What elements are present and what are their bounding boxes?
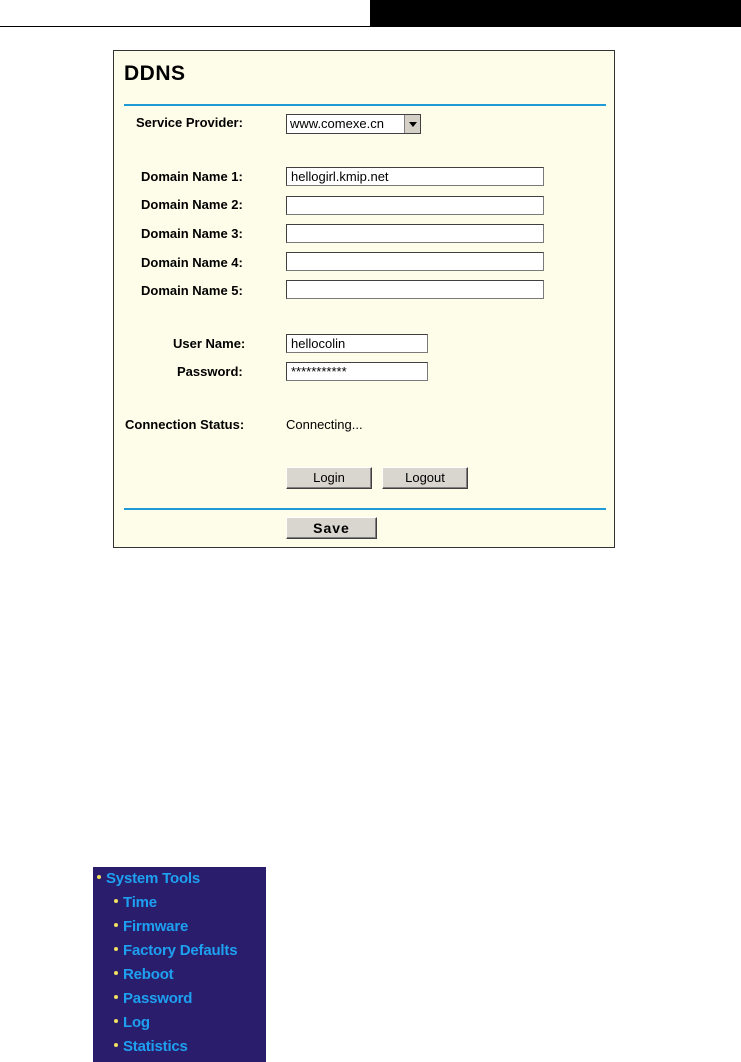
menu-item-statistics[interactable]: Statistics	[114, 1038, 188, 1055]
menu-item-password[interactable]: Password	[114, 990, 192, 1007]
save-button[interactable]: Save	[286, 517, 377, 539]
system-tools-menu	[93, 867, 266, 1062]
domain-name-1-label: Domain Name 1:	[141, 169, 243, 184]
domain-name-4-input[interactable]	[286, 252, 544, 271]
username-input[interactable]	[286, 334, 428, 353]
bottom-divider	[124, 508, 606, 510]
menu-item-log[interactable]: Log	[114, 1014, 150, 1031]
header-rule	[0, 26, 741, 27]
bullet-icon	[114, 899, 118, 903]
header-bar	[370, 0, 741, 26]
domain-name-2-input[interactable]	[286, 196, 544, 215]
top-divider	[124, 104, 606, 106]
service-provider-label: Service Provider:	[136, 115, 243, 130]
bullet-icon	[114, 947, 118, 951]
chevron-down-icon[interactable]	[404, 115, 420, 133]
logout-button[interactable]: Logout	[382, 467, 468, 489]
ddns-panel	[113, 50, 615, 548]
domain-name-5-input[interactable]	[286, 280, 544, 299]
domain-name-3-input[interactable]	[286, 224, 544, 243]
menu-system-tools[interactable]: System Tools	[97, 870, 200, 887]
bullet-icon	[114, 995, 118, 999]
password-label: Password:	[177, 364, 243, 379]
domain-name-5-label: Domain Name 5:	[141, 283, 243, 298]
username-label: User Name:	[173, 336, 246, 351]
connection-status-label: Connection Status:	[125, 417, 245, 432]
page-title: DDNS	[124, 62, 186, 85]
bullet-icon	[114, 1019, 118, 1023]
domain-name-1-input[interactable]	[286, 167, 544, 186]
menu-item-time[interactable]: Time	[114, 894, 157, 911]
connection-status-value: Connecting...	[286, 417, 363, 432]
bullet-icon	[114, 971, 118, 975]
service-provider-select[interactable]	[286, 114, 421, 134]
service-provider-value: www.comexe.cn	[290, 116, 384, 131]
bullet-icon	[97, 875, 101, 879]
login-button[interactable]: Login	[286, 467, 372, 489]
bullet-icon	[114, 923, 118, 927]
menu-item-reboot[interactable]: Reboot	[114, 966, 173, 983]
domain-name-2-label: Domain Name 2:	[141, 197, 243, 212]
bullet-icon	[114, 1043, 118, 1047]
menu-item-factory-defaults[interactable]: Factory Defaults	[114, 942, 237, 959]
menu-item-firmware[interactable]: Firmware	[114, 918, 188, 935]
domain-name-4-label: Domain Name 4:	[141, 255, 243, 270]
password-input[interactable]	[286, 362, 428, 381]
domain-name-3-label: Domain Name 3:	[141, 226, 243, 241]
